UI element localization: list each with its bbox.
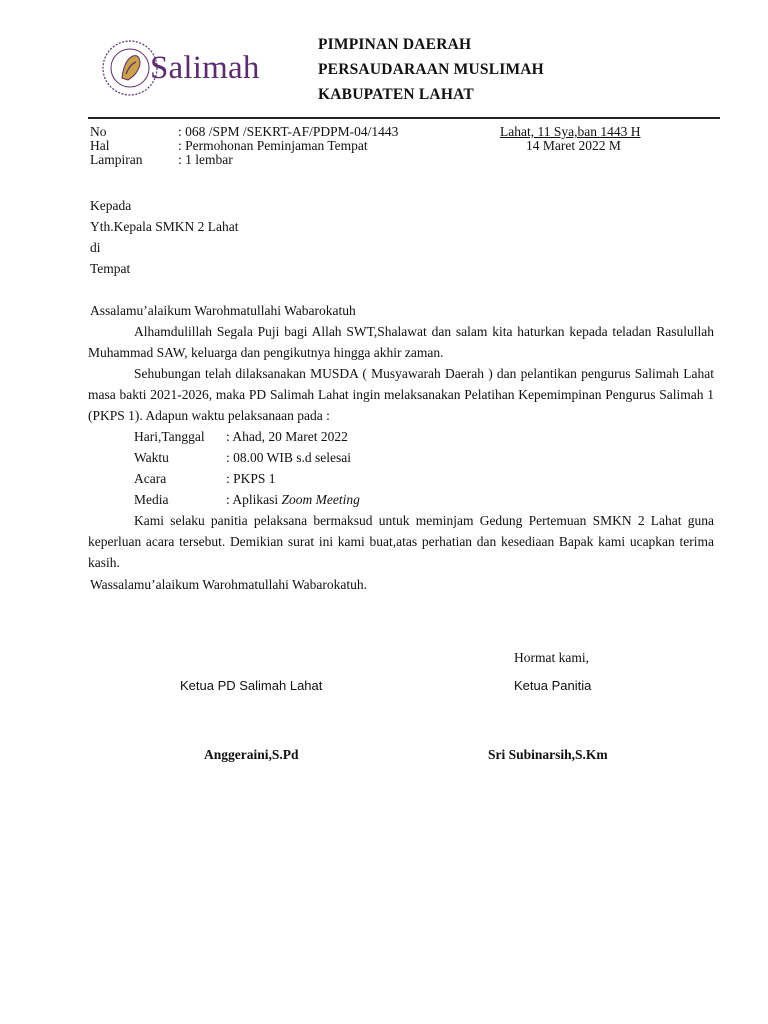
- recipient-line-2: Yth.Kepala SMKN 2 Lahat: [90, 219, 239, 234]
- meta-no-label: No: [90, 124, 107, 139]
- greeting: Assalamu’alaikum Warohmatullahi Wabarokatuh: [90, 303, 356, 318]
- hormat-text: Hormat kami,: [514, 650, 589, 665]
- paragraph-2: [88, 363, 714, 426]
- paragraph-2-text: Sehubungan telah dilaksanakan MUSDA ( Musyawarah Daerah ) dan pelantikan pengurus Salimah Lahat masa bakti 2021-2026, maka PD Salimah Lahat ingin melaksanakan Pelatihan Kepemimpinan Pengurus Salimah 1 (PKPS 1). Adapun waktu pelaksanaan pada :: [88, 366, 714, 423]
- header-line-3: KABUPATEN LAHAT: [318, 86, 474, 103]
- date-hijri: Lahat, 11 Sya,ban 1443 H: [500, 124, 641, 139]
- paragraph-1-text: Alhamdulillah Segala Puji bagi Allah SWT,Shalawat dan salam kita haturkan kepada teladan Rasulullah Muhammad SAW, keluarga dan pengikutnya hingga akhir zaman.: [88, 324, 714, 360]
- header-line-2: PERSAUDARAAN MUSLIMAH: [318, 61, 544, 78]
- meta-no-value: : 068 /SPM /SEKRT-AF/PDPM-04/1443: [178, 124, 399, 139]
- detail-value-media: [226, 492, 360, 508]
- left-signer-title: Ketua PD Salimah Lahat: [180, 678, 323, 693]
- date-masehi: 14 Maret 2022 M: [526, 138, 621, 153]
- header-line-1: PIMPINAN DAERAH: [318, 36, 472, 53]
- right-signer-name: Sri Subinarsih,S.Km: [488, 747, 608, 762]
- detail-value-media-italic: Zoom Meeting: [281, 492, 360, 507]
- detail-label-media: Media: [134, 492, 169, 507]
- meta-lampiran-label: Lampiran: [90, 152, 143, 167]
- recipient-line-1: Kepada: [90, 198, 132, 213]
- recipient-line-3: di: [90, 240, 101, 255]
- detail-value-acara: : PKPS 1: [226, 471, 276, 486]
- meta-hal-value: : Permohonan Peminjaman Tempat: [178, 138, 368, 153]
- detail-label-waktu: Waktu: [134, 450, 169, 465]
- recipient-line-4: Tempat: [90, 261, 131, 276]
- right-signer-title: Ketua Panitia: [514, 678, 592, 693]
- closing: Wassalamu’alaikum Warohmatullahi Wabarokatuh.: [90, 577, 368, 592]
- detail-value-waktu: : 08.00 WIB s.d selesai: [226, 450, 351, 465]
- detail-value-hari: : Ahad, 20 Maret 2022: [226, 429, 348, 444]
- paragraph-3-text: Kami selaku panitia pelaksana bermaksud untuk meminjam Gedung Pertemuan SMKN 2 Lahat guna keperluan acara tersebut. Demikian surat ini kami buat,atas perhatian dan kesediaan Bapak kami ucapkan terima kasih.: [88, 513, 714, 570]
- paragraph-1: [88, 321, 714, 363]
- meta-hal-label: Hal: [90, 138, 110, 153]
- header-divider: [88, 117, 720, 119]
- detail-label-acara: Acara: [134, 471, 167, 486]
- detail-label-hari: Hari,Tanggal: [134, 429, 205, 444]
- detail-value-media-text: : Aplikasi: [226, 492, 282, 507]
- left-signer-name: Anggeraini,S.Pd: [204, 747, 299, 762]
- paragraph-3: [88, 510, 714, 573]
- logo-brand-text: Salimah: [150, 50, 260, 86]
- meta-lampiran-value: : 1 lembar: [178, 152, 233, 167]
